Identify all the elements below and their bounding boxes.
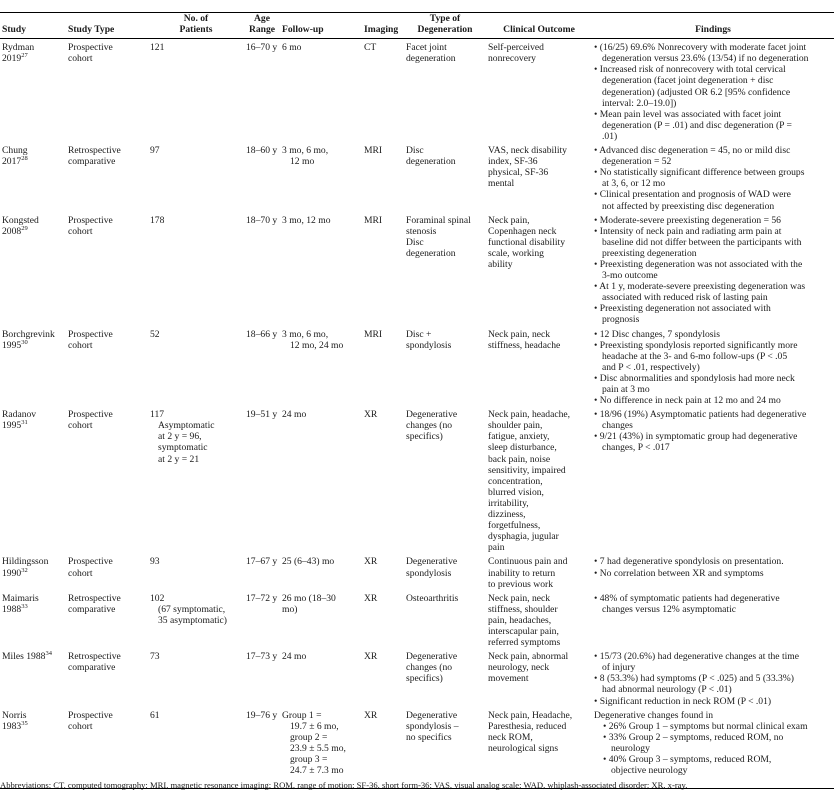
finding-line: • Increased risk of nonrecovery with total cervical bbox=[594, 64, 786, 76]
finding-line: objective neurology bbox=[611, 765, 688, 777]
finding-line: • No difference in neck pain at 12 mo and 24 mo bbox=[594, 395, 781, 407]
study-name: 1983 bbox=[2, 720, 22, 732]
cell-patients-line: 73 bbox=[150, 651, 160, 663]
finding-line: .01) bbox=[602, 130, 618, 142]
cell-study-type bbox=[66, 212, 148, 326]
header-patients: No. of Patients bbox=[148, 13, 244, 39]
outcome-line: dizziness, bbox=[488, 509, 526, 521]
follow-up-line: 23.9 ± 5.5 mo, bbox=[290, 742, 346, 754]
table-footnote: Abbreviations: CT, computed tomography; MRI, magnetic resonance imaging; ROM, range of motion; SF-36, short form-36; VAS, visual analog scale; WAD, whiplash-associated disorder; XR, x-ray. bbox=[0, 780, 688, 790]
cell-study-type-line: Prospective bbox=[68, 556, 113, 568]
degeneration-line: Osteoarthritis bbox=[406, 592, 459, 604]
outcome-line: ability bbox=[488, 258, 513, 270]
follow-up-line: 3 mo, 6 mo, bbox=[282, 145, 329, 157]
cell-follow-up bbox=[280, 590, 362, 648]
follow-up-line: 3 mo, 12 mo bbox=[282, 214, 331, 226]
follow-up-line: 24 mo bbox=[282, 651, 307, 663]
outcome-line: interscapular pain, bbox=[488, 625, 559, 637]
cell-age-range: 16–70 y bbox=[246, 42, 278, 54]
cell-follow-up bbox=[280, 406, 362, 553]
header-degeneration: Type of Degeneration bbox=[404, 13, 486, 39]
finding-line: • Clinical presentation and prognosis of WAD were bbox=[594, 189, 791, 201]
finding-line: • At 1 y, moderate-severe preexisting degeneration was bbox=[594, 281, 806, 293]
outcome-line: pain bbox=[488, 542, 505, 554]
cell-study-type-line: cohort bbox=[68, 339, 93, 351]
finding-line: prognosis bbox=[602, 314, 640, 326]
cell-follow-up bbox=[280, 326, 362, 407]
degeneration-line: spondylosis bbox=[406, 567, 452, 579]
outcome-line: referred symptoms bbox=[488, 637, 561, 649]
cell-findings bbox=[592, 707, 834, 789]
finding-line: • 33% Group 2 – symptoms, reduced ROM, no bbox=[603, 731, 784, 743]
degeneration-line: stenosis bbox=[406, 225, 437, 237]
cell-patients-line: symptomatic bbox=[158, 442, 208, 454]
cell-findings bbox=[592, 648, 834, 706]
table-row bbox=[0, 39, 834, 142]
finding-line: • 40% Group 3 – symptoms, reduced ROM, bbox=[603, 754, 772, 765]
finding-line: degeneration = 52 bbox=[602, 156, 672, 168]
cell-study-type bbox=[66, 707, 148, 789]
header-study-type: Study Type bbox=[66, 13, 148, 39]
study-name: Norris bbox=[2, 709, 27, 721]
cell-imaging: XR bbox=[362, 707, 404, 789]
finding-line: • No correlation between XR and symptoms bbox=[594, 567, 764, 579]
outcome-line: blurred vision, bbox=[488, 486, 544, 498]
outcome-line: neurology, neck bbox=[488, 662, 550, 674]
cell-study-type-line: Prospective bbox=[68, 328, 113, 340]
cell-imaging: XR bbox=[364, 556, 378, 568]
cell-study-type bbox=[66, 326, 148, 407]
studies-table bbox=[0, 12, 834, 789]
finding-line: • Significant reduction in neck ROM (P < .01) bbox=[594, 695, 772, 707]
outcome-line: Neck pain, abnormal bbox=[488, 651, 569, 663]
cell-study-type bbox=[66, 406, 148, 553]
cell-patients-line: 52 bbox=[150, 328, 160, 340]
cell-patients-line: 35 asymptomatic) bbox=[158, 614, 228, 626]
cell-patients-line: 61 bbox=[150, 709, 160, 721]
cell-follow-up bbox=[280, 39, 362, 142]
header-findings: Findings bbox=[592, 13, 834, 39]
table-row bbox=[0, 142, 834, 212]
degeneration-line: Degenerative bbox=[406, 651, 458, 663]
finding-line: headache at the 3- and 6-mo follow-ups (P < .05 bbox=[602, 350, 788, 362]
finding-line: at 3, 6, or 12 mo bbox=[602, 178, 666, 190]
study-name: Radanov bbox=[2, 409, 37, 421]
table-row bbox=[0, 590, 834, 648]
finding-line: degeneration versus 23.6% (13/54) if no degeneration bbox=[602, 53, 809, 65]
cell-study-type-line: Retrospective bbox=[68, 651, 121, 663]
study-name: 2019 bbox=[2, 53, 22, 65]
cell-study-type-line: comparative bbox=[68, 156, 116, 168]
degeneration-line: specifics) bbox=[406, 673, 443, 685]
cell-imaging: MRI bbox=[364, 328, 383, 340]
cell-clinical-outcome bbox=[486, 39, 592, 142]
cell-findings bbox=[592, 406, 834, 553]
cell-study-type bbox=[66, 648, 148, 706]
cell-patients-line: at 2 y = 21 bbox=[158, 453, 200, 465]
finding-line: • Disc abnormalities and spondylosis had more neck bbox=[594, 372, 795, 384]
outcome-line: concentration, bbox=[488, 475, 543, 487]
cell-study bbox=[0, 553, 66, 589]
follow-up-line: 19.7 ± 6 mo, bbox=[290, 720, 339, 732]
cell-study bbox=[0, 590, 66, 648]
finding-line: • 7 had degenerative spondylosis on presentation. bbox=[594, 556, 784, 568]
degeneration-line: degeneration bbox=[406, 247, 456, 259]
outcome-line: Paresthesia, reduced bbox=[488, 720, 567, 732]
cell-clinical-outcome bbox=[486, 142, 592, 212]
cell-study-type-line: comparative bbox=[68, 662, 116, 674]
cell-imaging: XR bbox=[364, 409, 378, 421]
finding-line: • Mean pain level was associated with facet joint bbox=[594, 108, 782, 120]
finding-line: preexisting degeneration bbox=[602, 247, 697, 259]
study-name: Miles 1988 bbox=[2, 651, 46, 663]
outcome-line: sensitivity, impaired bbox=[488, 464, 566, 476]
finding-line: • 48% of symptomatic patients had degenerative bbox=[594, 592, 780, 604]
outcome-line: stiffness, headache bbox=[488, 339, 561, 351]
study-name: Borchgrevink bbox=[2, 328, 55, 340]
cell-study-type-line: cohort bbox=[68, 420, 93, 432]
follow-up-line: mo) bbox=[282, 603, 298, 615]
outcome-line: shoulder pain, bbox=[488, 420, 543, 432]
finding-line: had abnormal neurology (P < .01) bbox=[602, 684, 732, 696]
cell-study-type-line: Prospective bbox=[68, 214, 113, 226]
table-row bbox=[0, 326, 834, 407]
degeneration-line: Disc + bbox=[406, 328, 432, 340]
finding-line: • (16/25) 69.6% Nonrecovery with moderate facet joint bbox=[594, 42, 807, 54]
cell-patients bbox=[148, 553, 244, 589]
outcome-line: Neck pain, neck bbox=[488, 592, 551, 604]
header-age-range: Age Range bbox=[244, 13, 280, 39]
reference-number: 29 bbox=[21, 224, 28, 232]
findings-intro: Degenerative changes found in bbox=[594, 709, 714, 721]
degeneration-line: changes (no bbox=[406, 662, 453, 674]
cell-study-type-line: cohort bbox=[68, 53, 93, 65]
cell-follow-up bbox=[280, 553, 362, 589]
cell-age-range: 18–60 y bbox=[246, 145, 278, 157]
degeneration-line: Degenerative bbox=[406, 709, 458, 721]
cell-follow-up bbox=[280, 212, 362, 326]
study-name: 1990 bbox=[2, 567, 22, 579]
degeneration-line: Facet joint bbox=[406, 42, 447, 54]
finding-line: interval: 2.0–19.0]) bbox=[602, 97, 677, 109]
cell-degeneration bbox=[404, 39, 486, 142]
outcome-line: fatigue, anxiety, bbox=[488, 431, 550, 443]
cell-findings bbox=[592, 212, 834, 326]
follow-up-line: 26 mo (18–30 bbox=[282, 592, 336, 604]
follow-up-line: 6 mo bbox=[282, 42, 302, 54]
reference-number: 27 bbox=[21, 52, 28, 60]
finding-line: • Advanced disc degeneration = 45, no or mild disc bbox=[594, 145, 791, 157]
cell-findings bbox=[592, 590, 834, 648]
degeneration-line: Foraminal spinal bbox=[406, 214, 471, 226]
study-name: 1988 bbox=[2, 603, 22, 615]
finding-line: • Preexisting spondylosis reported significantly more bbox=[594, 339, 798, 351]
cell-degeneration bbox=[404, 142, 486, 212]
cell-imaging: XR bbox=[364, 592, 378, 604]
cell-imaging: CT bbox=[364, 42, 377, 54]
cell-findings bbox=[592, 142, 834, 212]
cell-study-type-line: cohort bbox=[68, 720, 93, 732]
table-row bbox=[0, 406, 834, 553]
finding-line: not affected by preexisting disc degeneration bbox=[602, 200, 775, 212]
study-name: Maimaris bbox=[2, 592, 39, 604]
outcome-line: forgetfulness, bbox=[488, 520, 541, 532]
degeneration-line: no specifics bbox=[406, 731, 452, 743]
cell-clinical-outcome bbox=[486, 553, 592, 589]
table-row bbox=[0, 648, 834, 706]
cell-imaging: MRI bbox=[364, 145, 383, 157]
outcome-line: nonrecovery bbox=[488, 53, 536, 65]
cell-clinical-outcome bbox=[486, 590, 592, 648]
cell-patients-line: 121 bbox=[150, 42, 165, 54]
cell-study-type-line: comparative bbox=[68, 603, 116, 615]
follow-up-line: 3 mo, 6 mo, bbox=[282, 328, 329, 340]
follow-up-line: Group 1 = bbox=[282, 709, 322, 721]
cell-study-type bbox=[66, 39, 148, 142]
cell-age-range: 19–51 y bbox=[246, 409, 278, 421]
cell-study bbox=[0, 39, 66, 142]
finding-line: • Intensity of neck pain and radiating arm pain at bbox=[594, 225, 782, 237]
cell-findings bbox=[592, 553, 834, 589]
cell-study-type bbox=[66, 590, 148, 648]
finding-line: • 18/96 (19%) Asymptomatic patients had degenerative bbox=[594, 409, 807, 421]
header-study: Study bbox=[0, 13, 66, 39]
outcome-line: inability to return bbox=[488, 567, 556, 579]
cell-degeneration bbox=[404, 553, 486, 589]
follow-up-line: 24 mo bbox=[282, 409, 307, 421]
study-name: Kongsted bbox=[2, 214, 39, 226]
degeneration-line: changes (no bbox=[406, 420, 453, 432]
cell-degeneration bbox=[404, 212, 486, 326]
cell-patients-line: 117 bbox=[150, 409, 165, 421]
header-imaging: Imaging bbox=[362, 13, 404, 39]
outcome-line: Neck pain, bbox=[488, 214, 530, 226]
outcome-line: neurological signs bbox=[488, 742, 559, 754]
cell-study-type bbox=[66, 142, 148, 212]
reference-number: 33 bbox=[21, 602, 28, 610]
outcome-line: Neck pain, Headache, bbox=[488, 709, 573, 721]
finding-line: pain at 3 mo bbox=[602, 384, 650, 395]
finding-line: • 26% Group 1 – symptoms but normal clinical exam bbox=[603, 720, 808, 732]
cell-study bbox=[0, 707, 66, 789]
outcome-line: neck ROM, bbox=[488, 731, 533, 743]
outcome-line: back pain, noise bbox=[488, 453, 551, 465]
cell-age-range: 17–72 y bbox=[246, 592, 278, 604]
cell-patients-line: 97 bbox=[150, 145, 160, 157]
degeneration-line: degeneration bbox=[406, 53, 456, 65]
cell-study-type-line: Retrospective bbox=[68, 592, 121, 604]
cell-age-range: 17–67 y bbox=[246, 556, 278, 568]
follow-up-line: 12 mo bbox=[290, 156, 315, 168]
cell-follow-up bbox=[280, 707, 362, 789]
finding-line: degeneration (P = .01) and disc degeneration (P = bbox=[602, 119, 792, 131]
cell-patients-line: at 2 y = 96, bbox=[158, 431, 202, 443]
cell-patients-line: 178 bbox=[150, 214, 165, 226]
finding-line: associated with reduced risk of lasting pain bbox=[602, 292, 768, 304]
cell-patients-line: 102 bbox=[150, 592, 165, 604]
cell-clinical-outcome bbox=[486, 707, 592, 789]
header-follow-up: Follow-up bbox=[280, 13, 362, 39]
cell-follow-up bbox=[280, 648, 362, 706]
finding-line: • No statistically significant difference between groups bbox=[594, 167, 805, 179]
cell-patients bbox=[148, 648, 244, 706]
outcome-line: Neck pain, headache, bbox=[488, 409, 571, 421]
cell-patients bbox=[148, 142, 244, 212]
cell-patients-line: (67 symptomatic, bbox=[158, 603, 226, 615]
finding-line: • 8 (53.3%) had symptoms (P < .025) and 5 (33.3%) bbox=[594, 673, 794, 685]
follow-up-line: group 3 = bbox=[290, 754, 328, 765]
outcome-line: to previous work bbox=[488, 578, 554, 590]
cell-patients-line: Asymptomatic bbox=[158, 420, 215, 432]
outcome-line: sleep disturbance, bbox=[488, 442, 557, 454]
outcome-line: dysphagia, jugular bbox=[488, 531, 559, 543]
reference-number: 30 bbox=[21, 338, 28, 346]
finding-line: • Preexisting degeneration not associated with bbox=[594, 303, 771, 315]
follow-up-line: 25 (6–43) mo bbox=[282, 556, 335, 568]
degeneration-line: Degenerative bbox=[406, 409, 458, 421]
finding-line: 3-mo outcome bbox=[602, 270, 658, 282]
follow-up-line: 12 mo, 24 mo bbox=[290, 339, 344, 351]
cell-age-range: 18–66 y bbox=[246, 328, 278, 340]
follow-up-line: 24.7 ± 7.3 mo bbox=[290, 765, 344, 777]
study-name: 1995 bbox=[2, 420, 22, 432]
cell-imaging: MRI bbox=[364, 214, 383, 226]
cell-study-type-line: cohort bbox=[68, 225, 93, 237]
cell-findings bbox=[592, 326, 834, 407]
degeneration-line: spondylosis – bbox=[406, 720, 459, 732]
cell-age-range: 19–76 y bbox=[244, 707, 280, 789]
cell-study bbox=[0, 406, 66, 553]
outcome-line: Continuous pain and bbox=[488, 556, 568, 568]
table-row bbox=[0, 553, 834, 589]
table-body bbox=[0, 39, 834, 789]
cell-patients bbox=[148, 406, 244, 553]
outcome-line: stiffness, shoulder bbox=[488, 603, 558, 615]
cell-degeneration bbox=[404, 648, 486, 706]
cell-clinical-outcome bbox=[486, 212, 592, 326]
finding-line: of injury bbox=[602, 662, 636, 674]
degeneration-line: Disc bbox=[406, 236, 424, 248]
finding-line: • 12 Disc changes, 7 spondylosis bbox=[594, 328, 720, 340]
degeneration-line: specifics) bbox=[406, 431, 443, 443]
degeneration-line: degeneration bbox=[406, 156, 456, 168]
finding-line: • 9/21 (43%) in symptomatic group had degenerative bbox=[594, 431, 798, 443]
cell-study bbox=[0, 142, 66, 212]
outcome-line: mental bbox=[488, 178, 515, 190]
degeneration-line: spondylosis bbox=[406, 339, 452, 351]
cell-follow-up bbox=[280, 142, 362, 212]
outcome-line: index, SF-36 bbox=[488, 156, 538, 168]
reference-number: 32 bbox=[21, 566, 28, 574]
study-name: Rydman bbox=[2, 42, 35, 54]
cell-study-type-line: Retrospective bbox=[68, 145, 121, 157]
outcome-line: pain, headaches, bbox=[488, 614, 552, 626]
study-name: 1995 bbox=[2, 339, 22, 351]
finding-line: and P < .01, respectively) bbox=[602, 361, 700, 373]
outcome-line: movement bbox=[488, 673, 529, 685]
cell-study bbox=[0, 212, 66, 326]
cell-study bbox=[0, 648, 66, 706]
study-name: 2008 bbox=[2, 225, 22, 237]
cell-clinical-outcome bbox=[486, 648, 592, 706]
finding-line: changes versus 12% asymptomatic bbox=[602, 603, 737, 615]
table-row bbox=[0, 707, 834, 789]
cell-findings bbox=[592, 39, 834, 142]
finding-line: baseline did not differ between the participants with bbox=[602, 236, 802, 248]
cell-patients-line: 93 bbox=[150, 556, 160, 568]
outcome-line: scale, working bbox=[488, 247, 544, 259]
study-name: 2017 bbox=[2, 156, 22, 168]
cell-age-range: 18–70 y bbox=[246, 214, 278, 226]
cell-study-type-line: Prospective bbox=[68, 709, 113, 721]
cell-study-type bbox=[66, 553, 148, 589]
finding-line: • Preexisting degeneration was not associated with the bbox=[594, 258, 803, 270]
table-header bbox=[0, 13, 834, 39]
outcome-line: irritability, bbox=[488, 497, 529, 509]
cell-degeneration bbox=[404, 406, 486, 553]
outcome-line: Neck pain, neck bbox=[488, 328, 551, 340]
cell-clinical-outcome bbox=[486, 326, 592, 407]
outcome-line: physical, SF-36 bbox=[488, 167, 549, 179]
finding-line: • 15/73 (20.6%) had degenerative changes at the time bbox=[594, 651, 800, 663]
cell-study-type-line: Prospective bbox=[68, 42, 113, 54]
study-name: Chung bbox=[2, 145, 28, 157]
outcome-line: Copenhagen neck bbox=[488, 225, 557, 237]
cell-study-type-line: Prospective bbox=[68, 409, 113, 421]
reference-number: 31 bbox=[21, 419, 28, 427]
cell-study bbox=[0, 326, 66, 407]
degeneration-line: Disc bbox=[406, 145, 424, 157]
outcome-line: VAS, neck disability bbox=[488, 145, 567, 157]
reference-number: 28 bbox=[21, 154, 28, 162]
cell-patients bbox=[148, 212, 244, 326]
reference-number: 35 bbox=[21, 719, 28, 727]
finding-line: • Moderate-severe preexisting degeneration = 56 bbox=[594, 214, 781, 226]
finding-line: degeneration) (adjusted OR 6.2 [95% confidence bbox=[602, 86, 791, 98]
cell-imaging: XR bbox=[364, 651, 378, 663]
finding-line: changes bbox=[602, 420, 633, 432]
degeneration-line: Degenerative bbox=[406, 556, 458, 568]
finding-line: degeneration (facet joint degeneration + disc bbox=[602, 75, 774, 87]
follow-up-line: group 2 = bbox=[290, 731, 328, 743]
cell-study-type-line: cohort bbox=[68, 567, 93, 579]
outcome-line: Self-perceived bbox=[488, 42, 544, 54]
cell-degeneration bbox=[404, 326, 486, 407]
finding-line: changes, P < .017 bbox=[602, 442, 670, 454]
study-name: Hildingsson bbox=[2, 556, 49, 568]
cell-degeneration bbox=[404, 590, 486, 648]
cell-degeneration bbox=[404, 707, 486, 789]
cell-patients bbox=[148, 326, 244, 407]
table-row bbox=[0, 212, 834, 326]
cell-patients bbox=[148, 590, 244, 648]
outcome-line: functional disability bbox=[488, 236, 566, 248]
cell-age-range: 17–73 y bbox=[246, 651, 278, 663]
reference-number: 34 bbox=[45, 649, 52, 657]
finding-line: neurology bbox=[611, 742, 650, 754]
cell-patients bbox=[148, 707, 244, 789]
cell-clinical-outcome bbox=[486, 406, 592, 553]
header-clinical-outcome: Clinical Outcome bbox=[486, 13, 592, 39]
cell-patients bbox=[148, 39, 244, 142]
